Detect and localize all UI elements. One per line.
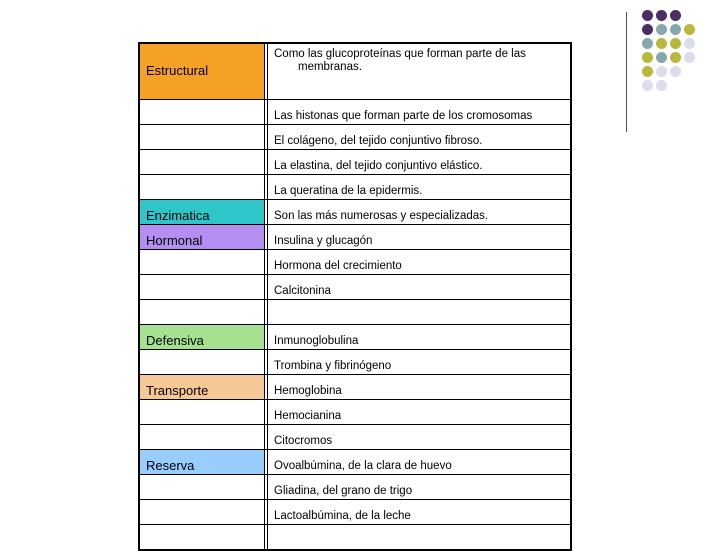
- decorative-dot: [642, 66, 653, 77]
- decorative-dot: [656, 52, 667, 63]
- decorative-dot: [684, 38, 695, 49]
- decorative-dot: [684, 52, 695, 63]
- decorative-dot: [656, 38, 667, 49]
- category-label: Transporte: [146, 382, 209, 398]
- table-row: [139, 399, 571, 424]
- description-cell: Calcitonina: [268, 274, 572, 299]
- description-text: Como las glucoproteínas que forman parte de las: [274, 48, 526, 60]
- decorative-dot: [656, 66, 667, 77]
- table-row: [139, 499, 571, 524]
- table-row: [139, 43, 571, 99]
- table-row: [139, 474, 571, 499]
- category-cell-hormonal: [139, 224, 265, 249]
- description-cell: Ovoalbúmina, de la clara de huevo: [268, 449, 572, 474]
- table-row: [139, 299, 571, 324]
- table-row: [139, 524, 571, 550]
- table-row: [139, 324, 571, 349]
- category-label: Enzimatica: [146, 207, 210, 223]
- decorative-dot: [670, 38, 681, 49]
- description-cell: Hemoglobina: [268, 374, 572, 399]
- protein-functions-table: [138, 42, 572, 551]
- category-cell-reserva: [139, 449, 265, 474]
- decorative-dot: [684, 24, 695, 35]
- description-cell: [268, 299, 572, 324]
- decorative-dot: [642, 80, 653, 91]
- table-row: [139, 224, 571, 249]
- description-text-continued: membranas.: [298, 61, 362, 73]
- decorative-dot: [642, 52, 653, 63]
- decorative-dot: [670, 66, 681, 77]
- description-cell: [268, 524, 572, 550]
- table-row: [139, 99, 571, 124]
- table-row: [139, 199, 571, 224]
- category-cell-enzimatica: [139, 199, 265, 224]
- decorative-dot: [670, 24, 681, 35]
- description-cell: Trombina y fibrinógeno: [268, 349, 572, 374]
- decorative-dot: [642, 38, 653, 49]
- description-cell: Son las más numerosas y especializadas.: [268, 199, 572, 224]
- table-row: [139, 274, 571, 299]
- table-row: [139, 424, 571, 449]
- decorative-dot: [656, 10, 667, 21]
- table-row: [139, 149, 571, 174]
- description-cell: Citocromos: [268, 424, 572, 449]
- description-cell: Las histonas que forman parte de los cromosomas: [268, 99, 572, 124]
- category-cell-defensiva: [139, 324, 265, 349]
- category-label: Hormonal: [146, 232, 203, 248]
- table-row: [139, 249, 571, 274]
- table-row: [139, 374, 571, 399]
- description-cell: El colágeno, del tejido conjuntivo fibroso.: [268, 124, 572, 149]
- decorative-dot: [642, 24, 653, 35]
- description-cell: Inmunoglobulina: [268, 324, 572, 349]
- category-cell-transporte: [139, 374, 265, 399]
- decorative-dot: [656, 80, 667, 91]
- category-cell-estructural: [139, 43, 265, 99]
- decorative-dot: [656, 24, 667, 35]
- table-row: [139, 349, 571, 374]
- table-row: [139, 449, 571, 474]
- description-cell: Hormona del crecimiento: [268, 249, 572, 274]
- decorative-dot: [670, 52, 681, 63]
- decorative-dot: [642, 10, 653, 21]
- category-label: Estructural: [146, 63, 209, 79]
- category-label: Reserva: [146, 457, 195, 473]
- description-cell: [268, 43, 572, 99]
- table-row: [139, 124, 571, 149]
- description-cell: Lactoalbúmina, de la leche: [268, 499, 572, 524]
- category-label: Defensiva: [146, 332, 204, 348]
- description-cell: Gliadina, del grano de trigo: [268, 474, 572, 499]
- table-row: [139, 174, 571, 199]
- description-cell: La queratina de la epidermis.: [268, 174, 572, 199]
- divider-line: [626, 12, 627, 132]
- description-cell: Insulina y glucagón: [268, 224, 572, 249]
- decorative-dot: [670, 10, 681, 21]
- decorative-dot-grid: [640, 10, 720, 140]
- description-cell: Hemocianina: [268, 399, 572, 424]
- description-cell: La elastina, del tejido conjuntivo elástico.: [268, 149, 572, 174]
